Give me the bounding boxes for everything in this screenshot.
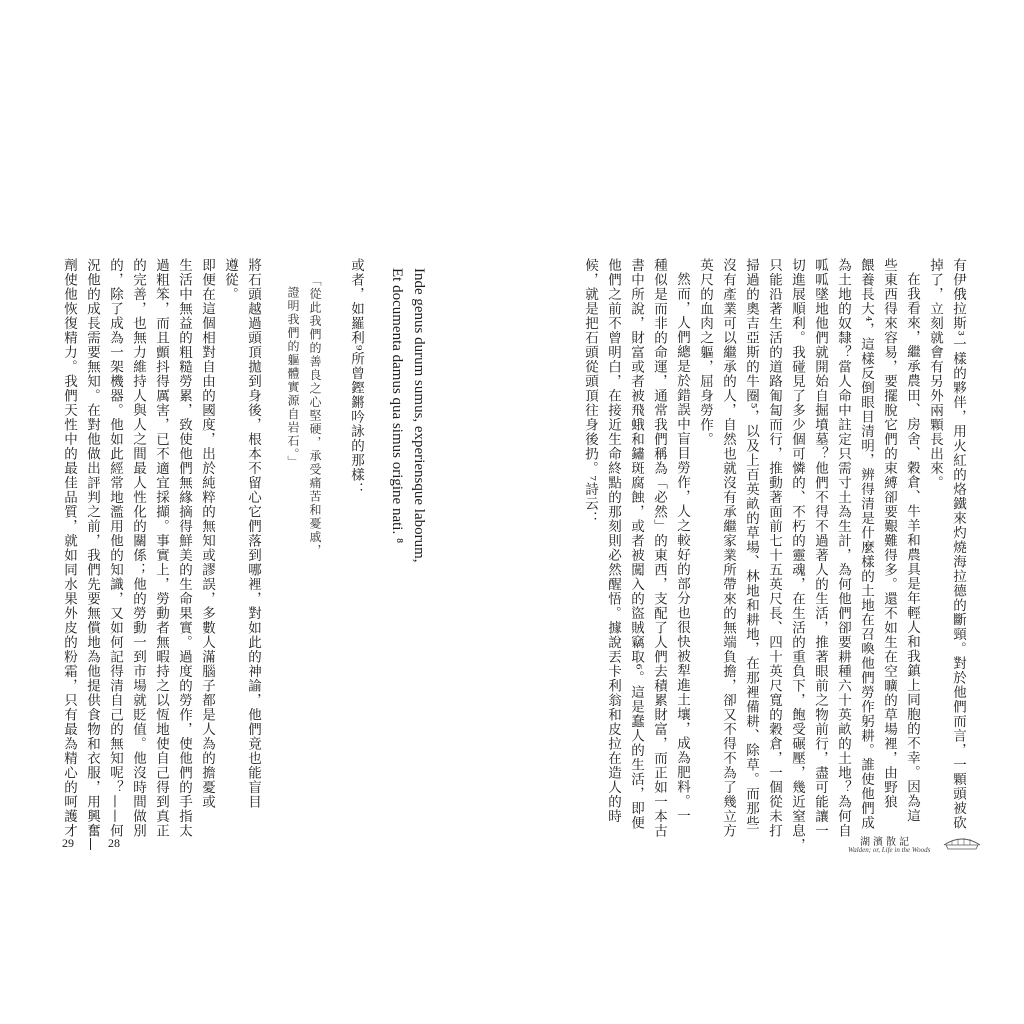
left-col-9: 劑使他恢復精力。我們天性中的最佳品質，就如同水果外皮的粉霜，只有最為精心的呵護才 (61, 258, 77, 838)
folio-divider (90, 838, 91, 850)
right-col-2: 掉了，立刻就會有另外兩顆長出來。 (927, 258, 943, 490)
right-col-1: 有伊俄拉斯³一樣的夥伴，用火紅的烙鐵來灼燒海拉德的斷頸。對於他們而言，一顆頭被砍 (950, 258, 966, 830)
right-col-9: 只能沿著生活的道路匍匐而行，推動著面前七十五英尺長、四十英尺寬的穀倉，一個從未打 (766, 258, 782, 838)
right-col-15: 書中所說，財富或者被飛蛾和鏽斑腐蝕，或者被闖入的盜賊竊取⁶。這是蠢人的生活，即便 (628, 258, 644, 830)
left-col-6: 的完善，也無力維持人與人之間最人性化的關係；他的勞動一到市場就貶值。他沒時間做別 (130, 258, 146, 838)
right-col-4: 些東西得來容易，要擺脫它們的束縛卻要艱難得多。還不如生在空曠的草場裡，由野狼 (881, 258, 897, 809)
quote-line-2: 證明我們的軀體實源自岩石。」 (286, 286, 300, 469)
latin-verse-line-2: Et documenta damus qua simus origine nati. ⁸ (389, 268, 405, 544)
left-col-1: 將石頭越過頭頂拋到身後，根本不留心它們落到哪裡，對如此的神諭，他們竟也能盲目 (245, 258, 261, 809)
right-col-16: 他們之前不曾明白，在接近生命終點的那刻則必然醒悟。據說丟卡利翁和皮拉在造人的時 (605, 258, 621, 824)
left-col-3: 即便在這個相對自由的國度，出於純粹的無知或謬誤，多數人滿腦子都是人為的擔憂或 (199, 258, 215, 809)
left-col-4: 生活中無益的粗糙勞累，致使他們無緣摘得鮮美的生命果實。過度的勞作，使他們的手指太 (176, 258, 192, 838)
cabin-logo-icon (942, 829, 982, 851)
left-col-7: 的，除了成為一架機器。他如此經常地濫用他的知識，又如何記得清自己的無知呢？——何 (107, 258, 123, 838)
right-col-11: 沒有產業可以繼承的人，自然也就沒有承繼家業所帶來的無端負擔，卻又不得不為了幾立方 (720, 258, 736, 838)
right-col-6: 為土地的奴隸？當人命中註定只需寸土為生計，為何他們卻要耕種六十英畝的土地？為何自 (835, 258, 851, 838)
left-col-2: 遵從。 (222, 258, 238, 302)
left-col-8: 況他的成長需要無知。在對他做出評判之前，我們先要無償地為他提供食物和衣服，用興奮 (84, 258, 100, 838)
right-col-3: 在我看來，繼承農田、房舍、穀倉、牛羊和農具是年輕人和我鎮上同胞的不幸。因為這 (904, 272, 920, 823)
intro-line: 或者，如羅利⁹所曾鏗鏘吟詠的那樣： (348, 258, 364, 497)
right-col-8: 切進展順利。我碰見了多少個可憐的、不朽的靈魂，在生活的重負下，飽受碾壓，幾近窒息， (789, 258, 805, 853)
right-col-7: 呱呱墜地他們就開始自掘墳墓？他們不得不過著人的生活，推著眼前之物前行，盡可能讓一 (812, 258, 828, 838)
right-col-12: 英尺的血肉之軀，屈身勞作。 (697, 258, 713, 447)
right-col-10: 掃過的奧吉亞斯的牛圈⁵，以及上百英畝的草場、林地和耕地，在那裡備耕、除草。而那些 (743, 258, 759, 830)
latin-verse-line-1: Inde genus durum sumus, experiensque laborum, (411, 268, 427, 563)
folio-28: 28 (108, 836, 120, 850)
running-title: 湖濱散記 (860, 837, 912, 848)
right-col-5: 餵養長大⁴，這樣反倒眼目清明，辨得清是什麼樣的土地在召喚他們勞作躬耕。誰使他們成 (858, 258, 874, 830)
right-col-17: 候，就是把石頭從頭頂往身後扔。⁷詩云： (582, 258, 598, 526)
running-subtitle: Walden; or, Life in the Woods (848, 846, 931, 854)
right-col-13: 然而，人們總是於錯誤中盲目勞作，人之較好的部分也很快被犁進土壤，成為肥料。一 (674, 272, 690, 823)
folio-29: 29 (62, 836, 74, 850)
left-col-5: 過粗笨，而且顫抖得厲害，已不適宜採擷。事實上，勞動者無暇持之以恆地使自己得到真正 (153, 258, 169, 838)
quote-line-1: 「從此我們的善良之心堅硬，承受痛苦和憂戚， (308, 274, 322, 558)
right-col-14: 種似是而非的命運，通常我們稱為「必然」的東西，支配了人們去積累財富，而正如一本古 (651, 258, 667, 838)
